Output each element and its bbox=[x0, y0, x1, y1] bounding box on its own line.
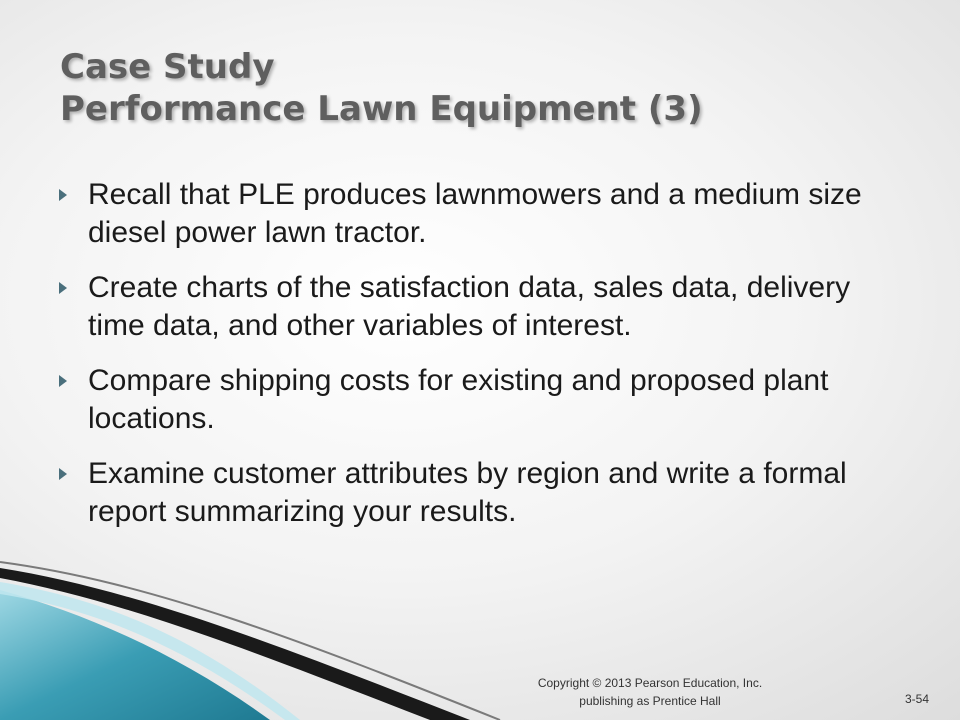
bullet-item bbox=[58, 362, 908, 438]
bullet-item bbox=[58, 269, 908, 345]
bullet-list bbox=[58, 176, 908, 548]
bullet-item bbox=[58, 455, 908, 531]
bullet-text: Examine customer attributes by region and write a formal report summarizing your results. bbox=[88, 457, 847, 528]
arrow-right-icon bbox=[58, 455, 88, 493]
slide-title bbox=[60, 46, 703, 130]
slide-number: 3-54 bbox=[905, 692, 930, 706]
title-line-1: Case Study bbox=[60, 47, 275, 87]
title-line-2: Performance Lawn Equipment (3) bbox=[60, 89, 703, 129]
copyright-notice bbox=[500, 674, 800, 710]
arrow-right-icon bbox=[58, 176, 88, 214]
arrow-right-icon bbox=[58, 362, 88, 400]
bullet-text: Compare shipping costs for existing and proposed plant locations. bbox=[88, 364, 829, 435]
decorative-swoosh bbox=[0, 560, 960, 720]
arrow-right-icon bbox=[58, 269, 88, 307]
bullet-item bbox=[58, 176, 908, 252]
bullet-text: Create charts of the satisfaction data, sales data, delivery time data, and other variables of interest. bbox=[88, 271, 851, 342]
bullet-text: Recall that PLE produces lawnmowers and a medium size diesel power lawn tractor. bbox=[88, 178, 862, 249]
copyright-line-1: Copyright © 2013 Pearson Education, Inc. bbox=[537, 676, 763, 690]
copyright-line-2: publishing as Prentice Hall bbox=[579, 694, 721, 708]
